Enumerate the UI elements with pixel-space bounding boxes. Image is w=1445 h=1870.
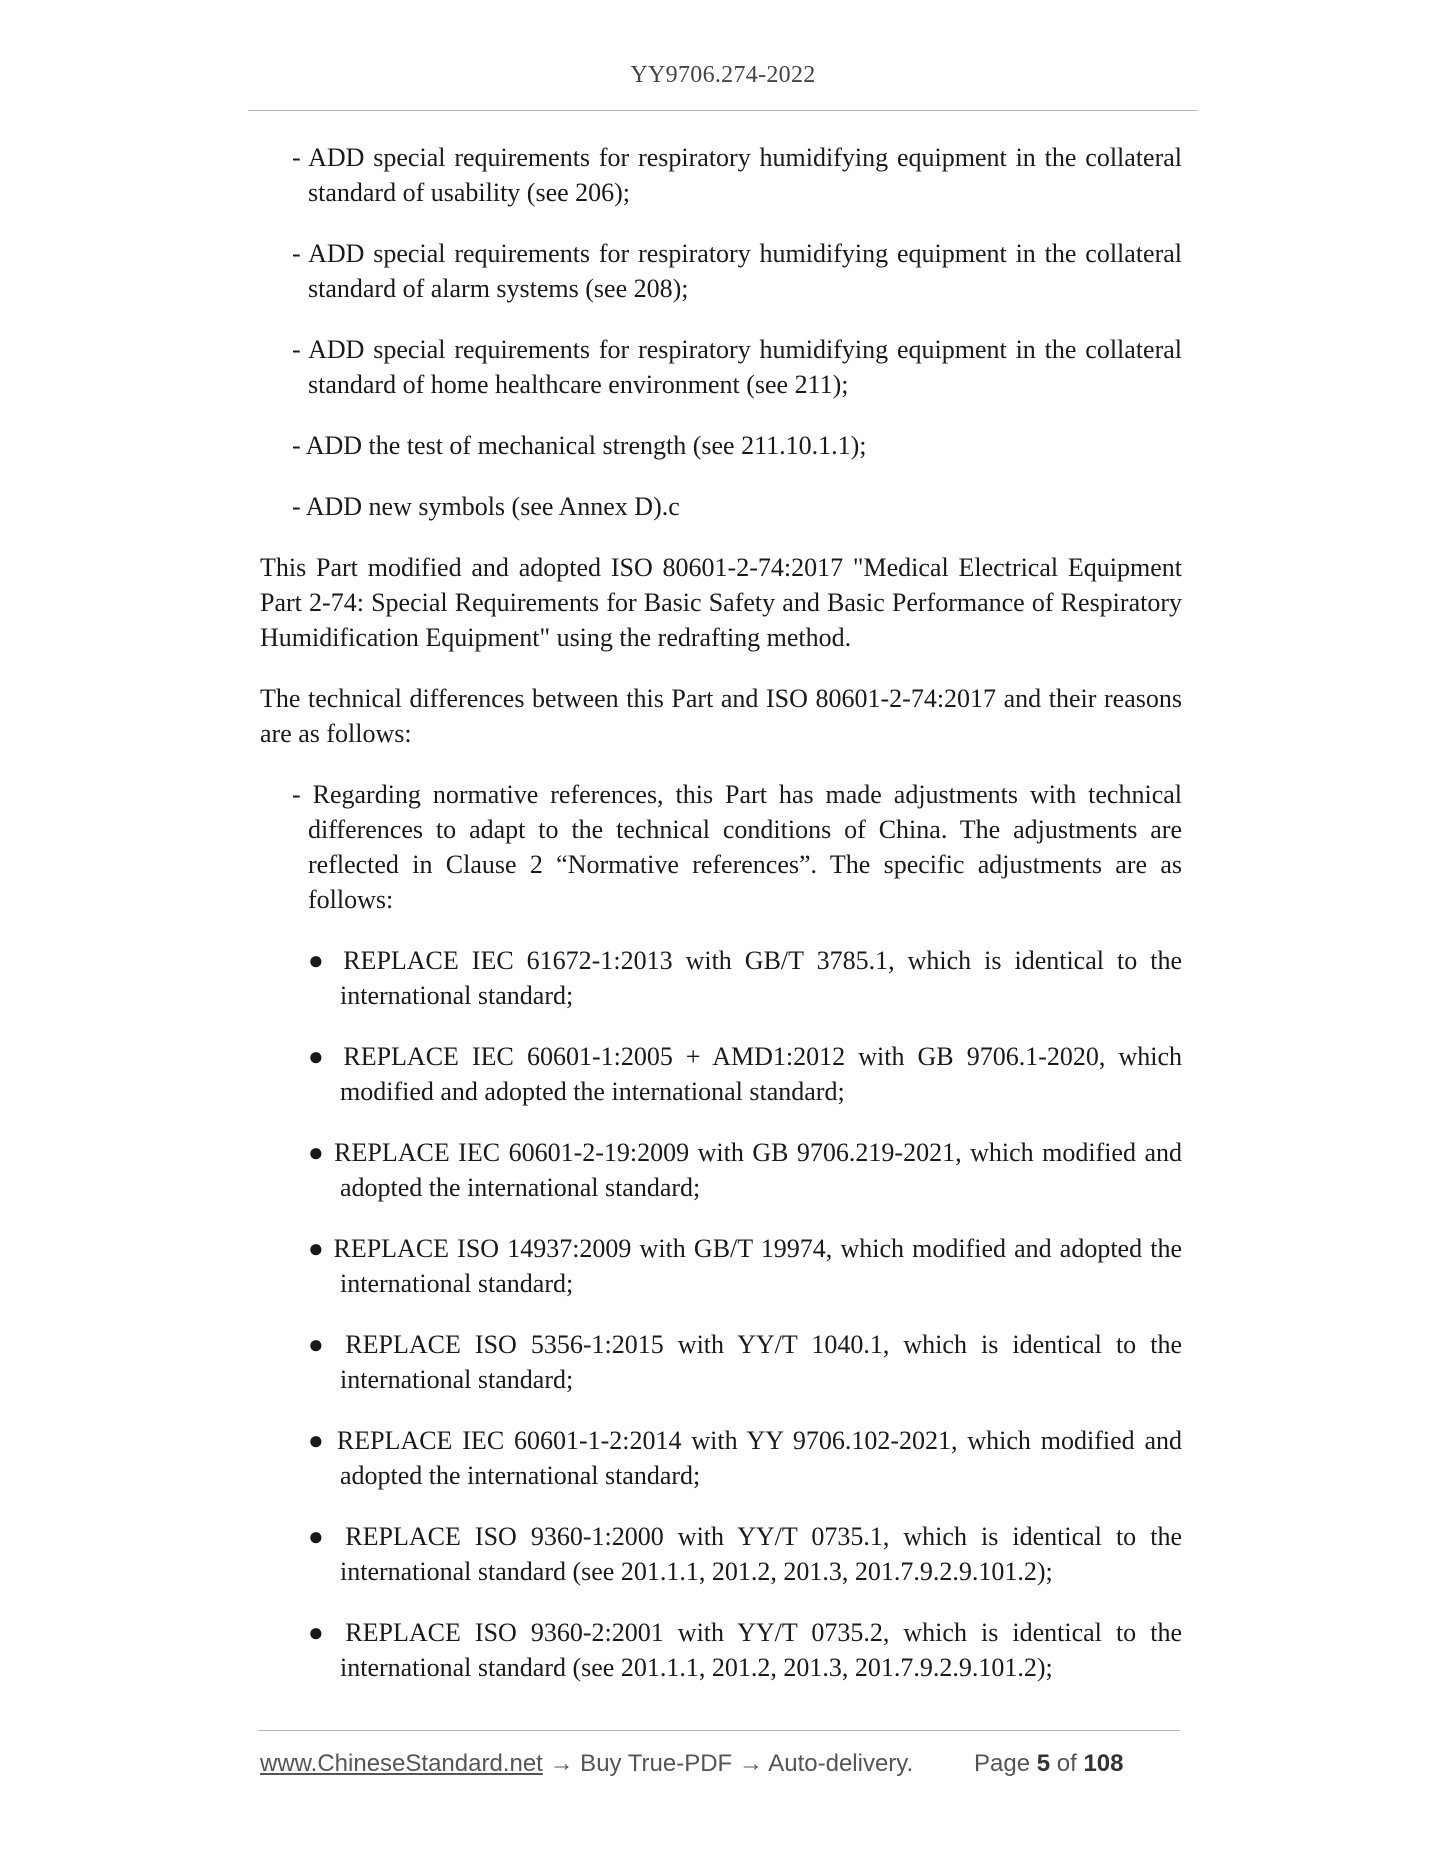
bullet-item: ● REPLACE IEC 61672-1:2013 with GB/T 3785.1, which is identical to the international standard;	[308, 946, 1182, 1010]
of-label: of	[1056, 1750, 1077, 1777]
bullet-item: ● REPLACE ISO 9360-2:2001 with YY/T 0735.2, which is identical to the international standard (see 201.1.1, 201.2, 201.3, 201.7.9.2.9.101.2);	[308, 1618, 1182, 1682]
page-indicator	[974, 1750, 1124, 1778]
bullet-item: ● REPLACE IEC 60601-1:2005 + AMD1:2012 with GB 9706.1-2020, which modified and adopted the international standard;	[308, 1042, 1182, 1106]
website-link[interactable]: www.ChineseStandard.net	[260, 1750, 543, 1777]
bullet-item: ● REPLACE ISO 5356-1:2015 with YY/T 1040.1, which is identical to the international standard;	[308, 1330, 1182, 1394]
page-label: Page	[974, 1750, 1031, 1777]
document-id-header: YY9706.274-2022	[630, 62, 816, 88]
footer-divider	[258, 1730, 1180, 1731]
list-item: - ADD new symbols (see Annex D).c	[292, 492, 680, 521]
bullet-item: ● REPLACE ISO 9360-1:2000 with YY/T 0735.1, which is identical to the international standard (see 201.1.1, 201.2, 201.3, 201.7.9.2.9.101.2);	[308, 1522, 1182, 1586]
differences-paragraph: The technical differences between this Part and ISO 80601-2-74:2017 and their reasons are as follows:	[260, 684, 1182, 748]
list-item: - ADD special requirements for respiratory humidifying equipment in the collateral standard of home healthcare environment (see 211);	[292, 335, 1182, 399]
bullet-item: ● REPLACE IEC 60601-1-2:2014 with YY 9706.102-2021, which modified and adopted the international standard;	[308, 1426, 1182, 1490]
bullet-item: ● REPLACE ISO 14937:2009 with GB/T 19974, which modified and adopted the international standard;	[308, 1234, 1182, 1298]
list-item: - ADD special requirements for respiratory humidifying equipment in the collateral standard of alarm systems (see 208);	[292, 239, 1182, 303]
page-number: 5	[1036, 1750, 1051, 1777]
list-item: - ADD special requirements for respiratory humidifying equipment in the collateral standard of usability (see 206);	[292, 143, 1182, 207]
total-pages: 108	[1083, 1750, 1124, 1777]
list-item: - ADD the test of mechanical strength (see 211.10.1.1);	[292, 431, 867, 460]
adoption-paragraph: This Part modified and adopted ISO 80601-2-74:2017 "Medical Electrical Equipment Part 2-74: Special Requirements for Basic Safety and Basic Performance of Respiratory Humidification Equipment" using the redrafting method.	[260, 553, 1182, 652]
page-body	[260, 140, 1182, 1711]
header-divider	[248, 110, 1198, 111]
normative-references-item: - Regarding normative references, this Part has made adjustments with technical differences to adapt to the technical conditions of China. The adjustments are reflected in Clause 2 “Normative references”. The specific adjustments are as follows:	[292, 780, 1182, 914]
footer	[260, 1750, 1182, 1778]
footer-tagline: → Buy True-PDF → Auto-delivery.	[542, 1750, 914, 1777]
bullet-item: ● REPLACE IEC 60601-2-19:2009 with GB 9706.219-2021, which modified and adopted the international standard;	[308, 1138, 1182, 1202]
